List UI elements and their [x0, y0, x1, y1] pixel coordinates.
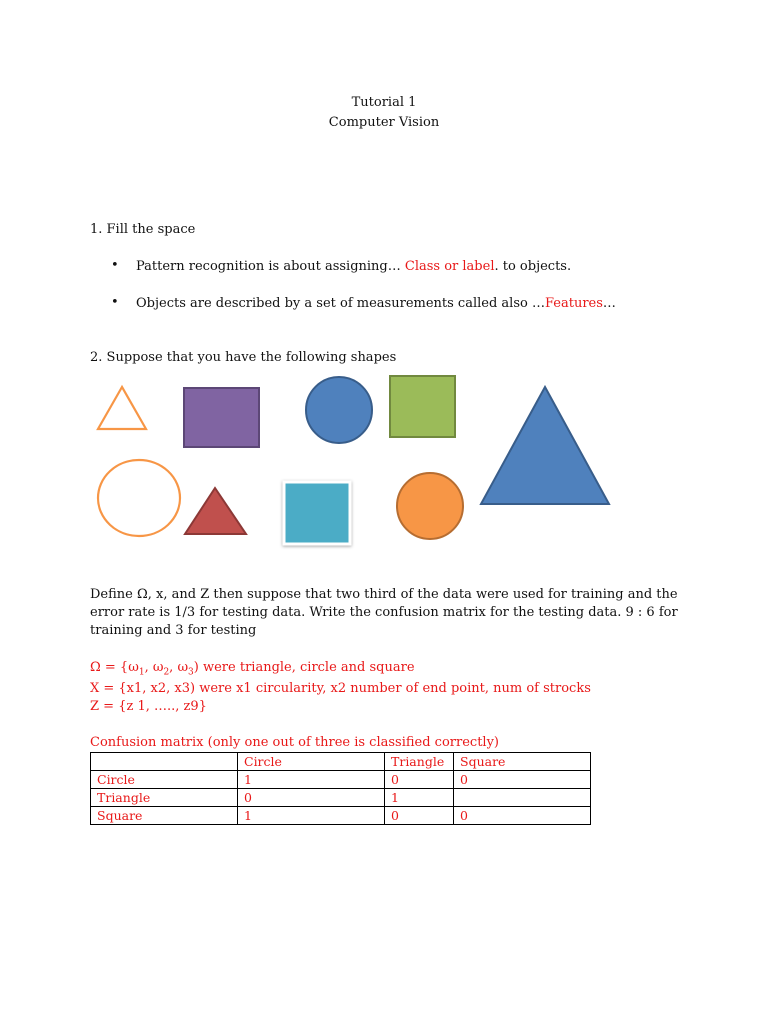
table-cell: 0: [385, 807, 454, 825]
table-header-cell: Triangle: [385, 753, 454, 771]
shape-circle-orange: [397, 473, 463, 539]
table-cell: Circle: [91, 771, 238, 789]
shape-square-teal: [284, 482, 350, 544]
table-row: [91, 807, 591, 825]
table-cell: [454, 789, 591, 807]
bullet-icon: •: [111, 295, 119, 310]
bullet1-text: Pattern recognition is about assigning…: [136, 259, 401, 274]
subscript: 1: [138, 667, 145, 678]
shape-triangle-blue-large: [481, 387, 609, 504]
definition-line-3: training and 3 for testing: [90, 623, 257, 638]
q2-heading: 2. Suppose that you have the following shapes: [90, 350, 397, 365]
shape-circle-blue: [306, 377, 372, 443]
table-cell: Square: [91, 807, 238, 825]
page-subtitle: Computer Vision: [328, 115, 440, 130]
omega-class-symbol: ω: [152, 660, 164, 675]
shape-triangle-red: [185, 488, 246, 534]
table-cell: 1: [238, 771, 385, 789]
x-definition: X = {x1, x2, x3) were x1 circularity, x2 number of end point, num of strocks: [90, 681, 591, 696]
omega-class-symbol: ω: [177, 660, 189, 675]
table-header-cell: Square: [454, 753, 591, 771]
bullet2-text: Objects are described by a set of measurements called also …: [136, 296, 545, 311]
omega-suffix: ) were triangle, circle and square: [193, 660, 415, 675]
table-header-cell: [91, 753, 238, 771]
table-cell: 0: [454, 807, 591, 825]
definition-line-2: error rate is 1/3 for testing data. Write the confusion matrix for the testing data. 9 : 6 for: [90, 605, 678, 620]
shape-square-green: [390, 376, 455, 437]
table-cell: 1: [238, 807, 385, 825]
omega-class-symbol: ω: [128, 660, 139, 675]
table-cell: 1: [385, 789, 454, 807]
shape-square-purple: [184, 388, 259, 447]
z-definition: Z = {z 1, ….., z9}: [90, 699, 207, 714]
shape-triangle-orange-outline: [98, 387, 146, 429]
omega-definition: $\Omega = \{\omega_1$, $\omega_2$, $\omega_3$) were triangle, circle and square: [90, 660, 415, 678]
q2-definition: [90, 586, 680, 640]
bullet2-tail: …: [602, 296, 616, 311]
page-title: Tutorial 1: [351, 95, 417, 110]
confusion-matrix-table: [90, 752, 591, 825]
q1-heading: 1. Fill the space: [90, 222, 196, 237]
definition-line-1: Define Ω, x, and Z then suppose that two third of the data were used for training and the: [90, 587, 678, 602]
bullet1-tail: . to objects.: [494, 259, 572, 274]
omega-prefix: Ω = {: [90, 660, 129, 675]
bullet1-answer: Class or label: [404, 259, 495, 274]
table-row: [91, 789, 591, 807]
subscript: 2: [163, 667, 170, 678]
subscript: 3: [188, 667, 194, 678]
shape-circle-orange-outline: [98, 460, 180, 536]
table-header-cell: Circle: [238, 753, 385, 771]
table-cell: 0: [454, 771, 591, 789]
table-row: [91, 771, 591, 789]
table-header-row: [91, 753, 591, 771]
bullet-icon: •: [111, 258, 119, 273]
bullet2-answer: Features: [544, 296, 603, 311]
table-cell: 0: [238, 789, 385, 807]
table-cell: 0: [385, 771, 454, 789]
table-cell: Triangle: [91, 789, 238, 807]
confusion-matrix-title: Confusion matrix (only one out of three is classified correctly): [90, 735, 499, 750]
